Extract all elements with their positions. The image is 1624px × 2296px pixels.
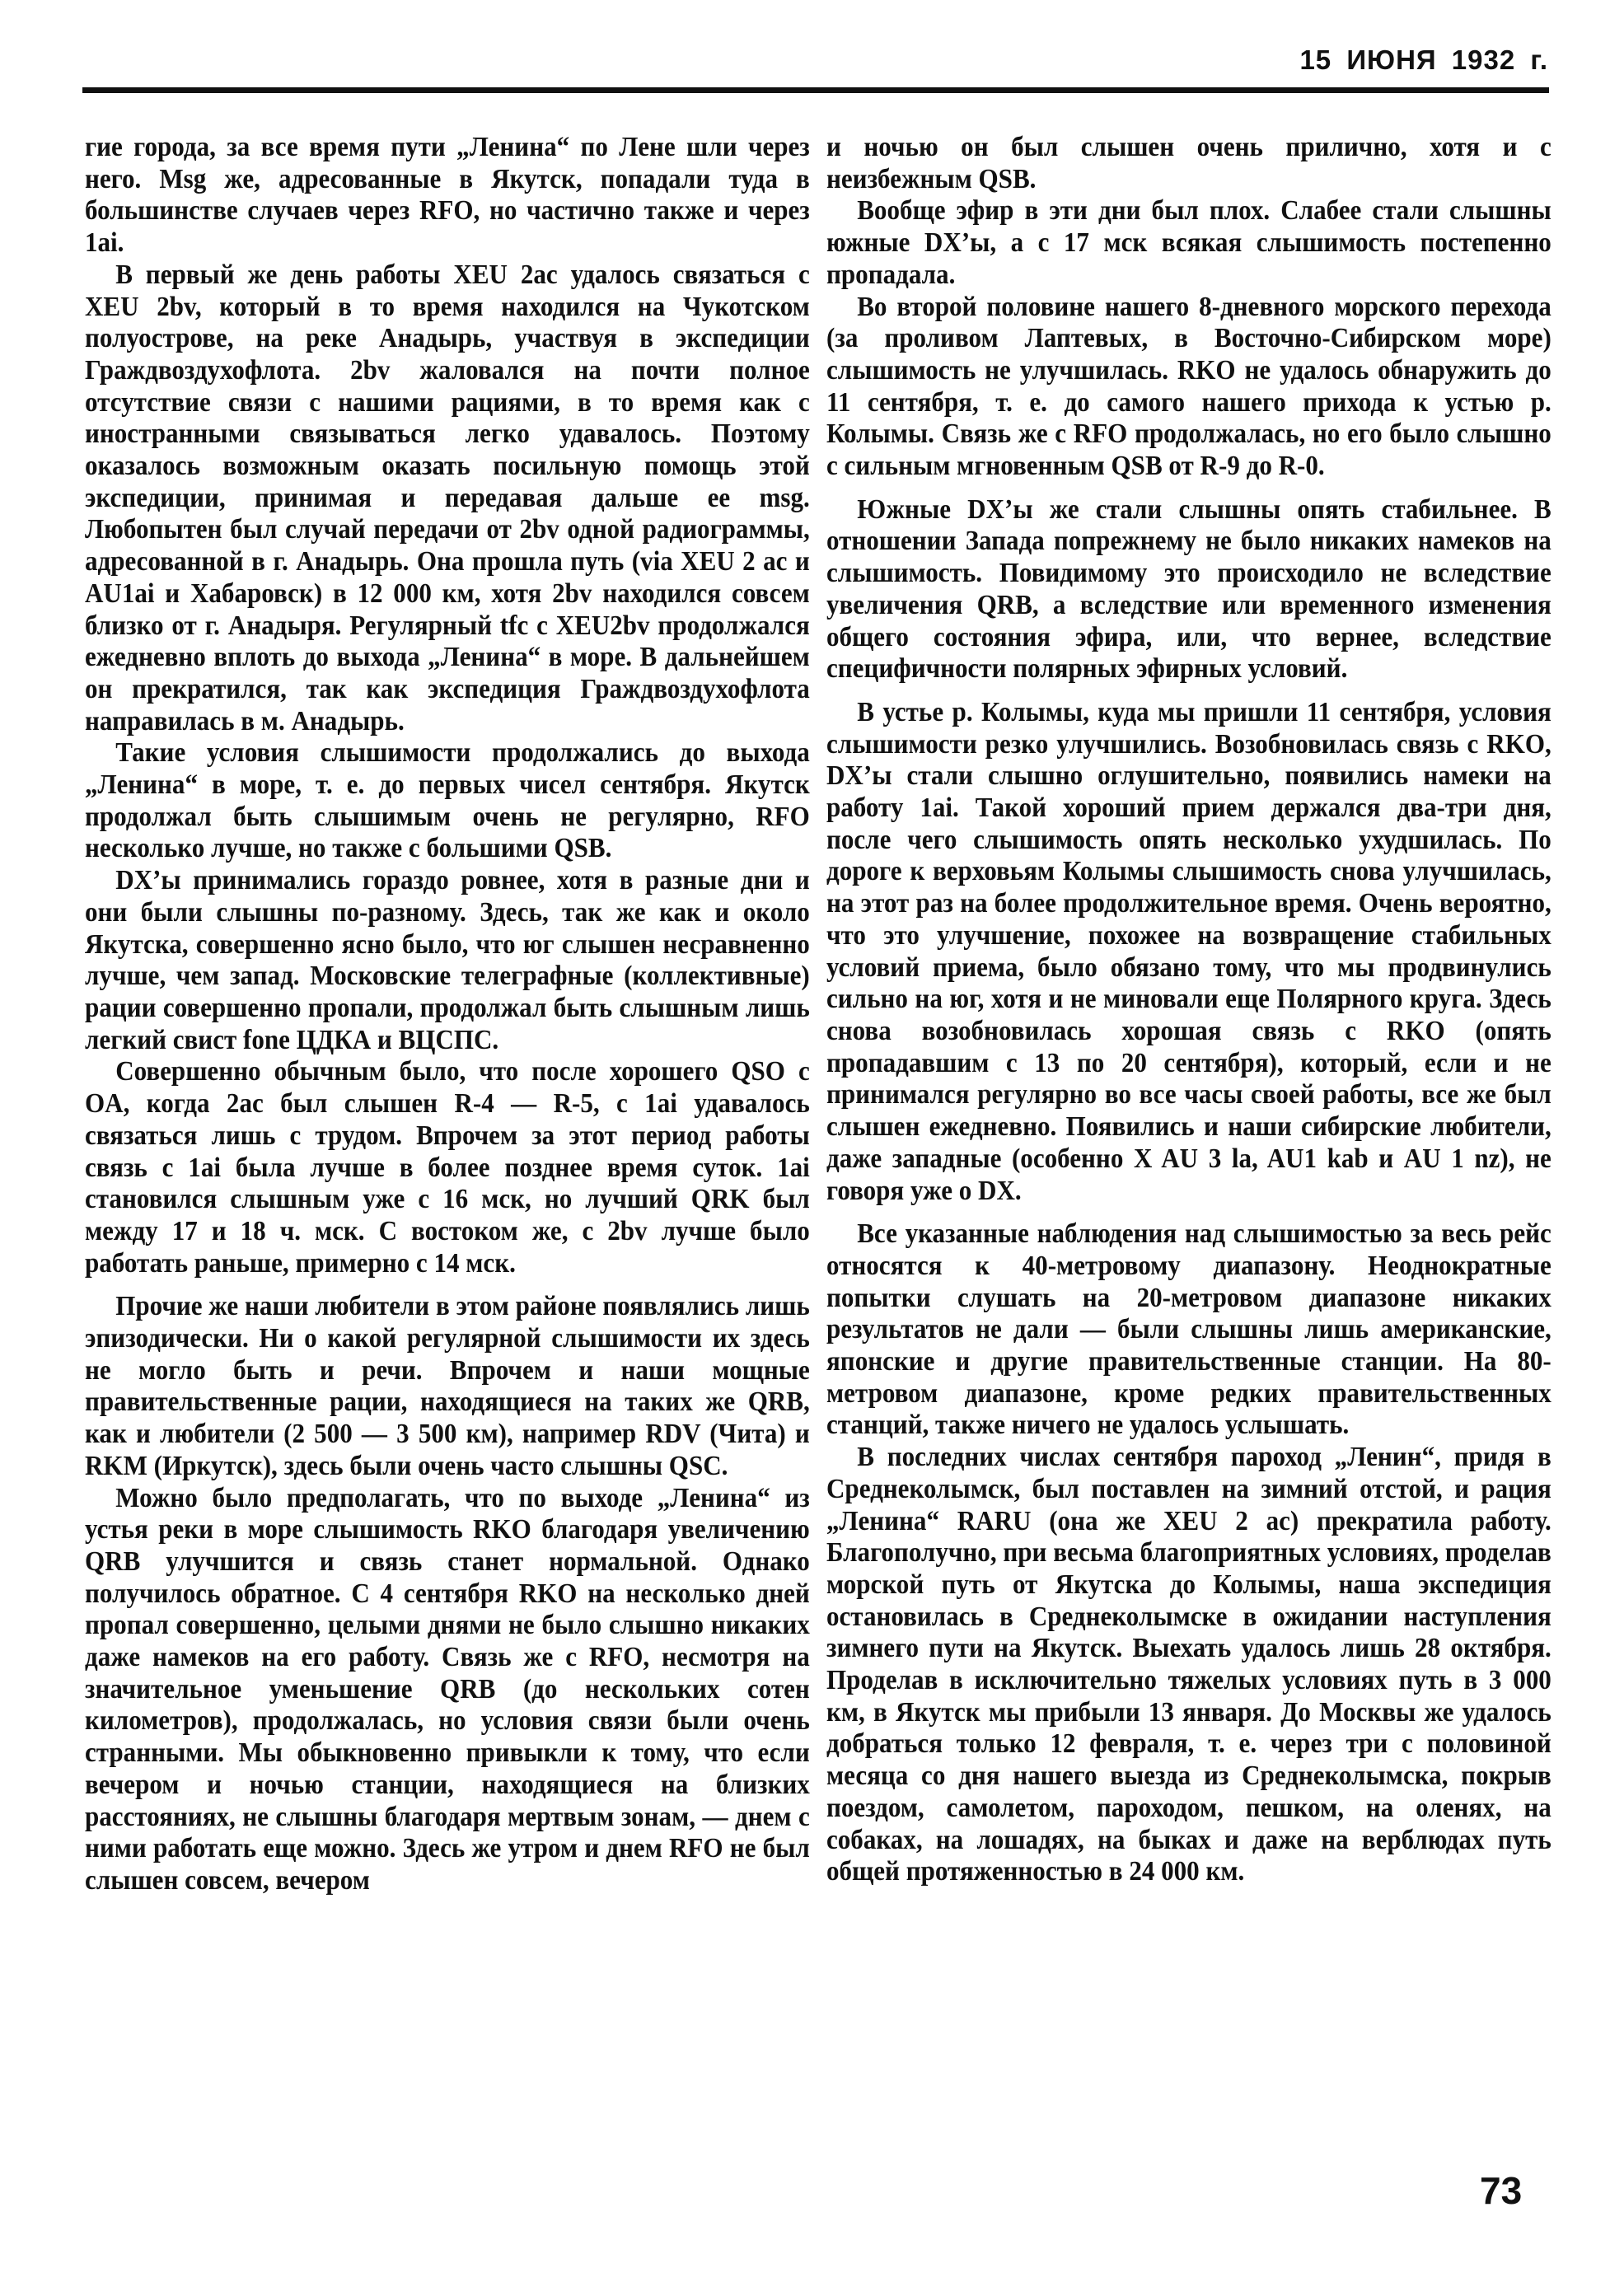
page-header-date: 15 ИЮНЯ 1932 г. <box>1299 44 1548 75</box>
paragraph: Прочие же наши любители в этом районе появлялись лишь эпизодически. Ни о какой регулярной слышимости их здесь не могло быть и речи. Впрочем и наши мощные правительственные рации, находящиеся на таких же QRB, как и любители (2 500 — 3 500 км), например RDV (Чита) и RKM (Иркутск), здесь были очень часто слышны QSC. <box>85 1291 810 1481</box>
paragraph: Вообще эфир в эти дни был плох. Слабее стали слышны южные DX’ы, а с 17 мск всякая слышимость постепенно пропадала. <box>826 195 1551 290</box>
paragraph: Южные DX’ы же стали слышны опять стабильнее. В отношении Запада попрежнему не было никаких намеков на слышимость. Повидимому это происходило не вследствие увеличения QRB, а вследствие или временного изменения общего состояния эфира, или, что вернее, вследствие специфичности полярных эфирных условий. <box>826 493 1551 685</box>
header-rule-divider <box>82 87 1549 93</box>
paragraph: В последних числах сентября пароход „Ленин“, придя в Среднеколымск, был поставлен на зимний отстой, и рация „Ленина“ RARU (она же XEU 2 ac) прекратила работу. Благополучно, при весьма благоприятных условиях, проделав морской путь от Якутска до Колымы, наша экспедиция остановилась в Среднеколымске в ожидании наступления зимнего пути на Якутск. Выехать удалось лишь 28 октября. Проделав в исключительно тяжелых условиях путь в 3 000 км, в Якутск мы прибыли 13 января. До Москвы же удалось добраться только 12 февраля, т. е. через три с половиной месяца со дня нашего выезда из Среднеколымска, покрыв поездом, самолетом, пароходом, пешком, на оленях, на собаках, на лошадях, на быках и даже на верблюдах путь общей протяженностью в 24 000 км. <box>826 1442 1551 1887</box>
right-column-body <box>826 132 1551 1888</box>
paragraph: DX’ы принимались гораздо ровнее, хотя в разные дни и они были слышны по-разному. Здесь, так же как и около Якутска, совершенно ясно было, что юг слышен несравненно лучше, чем запад. Московские телеграфные (коллективные) рации совершенно пропали, продолжал быть слышным лишь легкий свист fone ЦДКА и ВЦСПС. <box>85 865 810 1055</box>
paragraph: Совершенно обычным было, что после хорошего QSO с OA, когда 2ac был слышен R-4 — R-5, с 1ai удавалось связаться лишь с трудом. Впрочем за этот период работы связь с 1ai была лучше в более позднее время суток. 1ai становился слышным уже с 16 мск, но лучший QRK был между 17 и 18 ч. мск. С востоком же, с 2bv лучше было работать раньше, примерно с 14 мск. <box>85 1056 810 1279</box>
paragraph: Во второй половине нашего 8-дневного морского перехода (за проливом Лаптевых, в Восточно-Сибирском море) слышимость не улучшилась. RKO не удалось обнаружить до 11 сентября, т. е. до самого нашего прихода к устью р. Колымы. Связь же с RFO продолжалась, но его было слышно с сильным мгновенным QSB от R-9 до R-0. <box>826 291 1551 482</box>
paragraph: Такие условия слышимости продолжались до выхода „Ленина“ в море, т. е. до первых чисел сентября. Якутск продолжал быть слышимым очень не регулярно, RFO несколько лучше, но также с большими QSB. <box>85 737 810 864</box>
paragraph: и ночью он был слышен очень прилично, хотя и с неизбежным QSB. <box>826 132 1551 194</box>
paragraph: В устье р. Колымы, куда мы пришли 11 сентября, условия слышимости резко улучшились. Возобновилась связь с RKO, DX’ы стали слышно оглушительно, появились намеки на работу 1ai. Такой хороший прием держался два-три дня, после чего слышимость опять несколько ухудшилась. По дороге к верховьям Колымы слышимость снова улучшилась, на этот раз на более продолжительное время. Очень вероятно, что это улучшение, похожее на возвращение стабильных условий приема, было обязано тому, что мы продвинулись сильно на юг, хотя и не миновали еще Полярного круга. Здесь снова возобновилась хорошая связь с RKO (опять пропадавшим с 13 по 20 сентября), который, если и не принимался регулярно во все часы своей работы, все же был слышен ежедневно. Появились и наши сибирские любители, даже западные (особенно X AU 3 la, AU1 kab и AU 1 nz), не говоря уже о DX. <box>826 696 1551 1206</box>
left-text-column <box>85 132 810 1897</box>
paragraph: В первый же день работы XEU 2ac удалось связаться с XEU 2bv, который в то время находился на Чукотском полуострове, на реке Анадырь, участвуя в экспедиции Граждвоздухофлота. 2bv жаловался на почти полное отсутствие связи с нашими рациями, в то время как с иностранными связываться легко удавалось. Поэтому оказалось возможным оказать посильную помощь этой экспедиции, принимая и передавая дальше ее msg. Любопытен был случай передачи от 2bv одной радиограммы, адресованной в г. Анадырь. Она прошла путь (via XEU 2 ac и AU1ai и Хабаровск) в 12 000 км, хотя 2bv находился совсем близко от г. Анадыря. Регулярный tfc с XEU2bv продолжался ежедневно вплоть до выхода „Ленина“ в море. В дальнейшем он прекратился, так как экспедиция Граждвоздухофлота направилась в м. Анадырь. <box>85 259 810 736</box>
page-number: 73 <box>1480 2169 1523 2212</box>
right-text-column <box>826 132 1551 1888</box>
paragraph: гие города, за все время пути „Ленина“ по Лене шли через него. Msg же, адресованные в Якутск, попадали туда в большинстве случаев через RFO, но частично также и через 1ai. <box>85 132 810 259</box>
paragraph: Все указанные наблюдения над слышимостью за весь рейс относятся к 40-метровому диапазону. Неоднократные попытки слушать на 20-метровом диапазоне никаких результатов не дали — были слышны лишь американские, японские и другие правительственные станции. На 80-метровом диапазоне, кроме редких правительственных станций, также ничего не удалось услышать. <box>826 1218 1551 1441</box>
left-column-body <box>85 132 810 1897</box>
paragraph: Можно было предполагать, что по выходе „Ленина“ из устья реки в море слышимость RKO благодаря увеличению QRB улучшится и связь станет нормальной. Однако получилось обратное. С 4 сентября RKO на несколько дней пропал совершенно, целыми днями не было слышно никаких даже намеков на его работу. Связь же с RFO, несмотря на значительное уменьшение QRB (до нескольких сотен километров), продолжалась, но условия связи были очень странными. Мы обыкновенно привыкли к тому, что если вечером и ночью станции, находящиеся на близких расстояниях, не слышны благодаря мертвым зонам, — днем с ними работать еще можно. Здесь же утром и днем RFO не был слышен совсем, вечером <box>85 1482 810 1896</box>
